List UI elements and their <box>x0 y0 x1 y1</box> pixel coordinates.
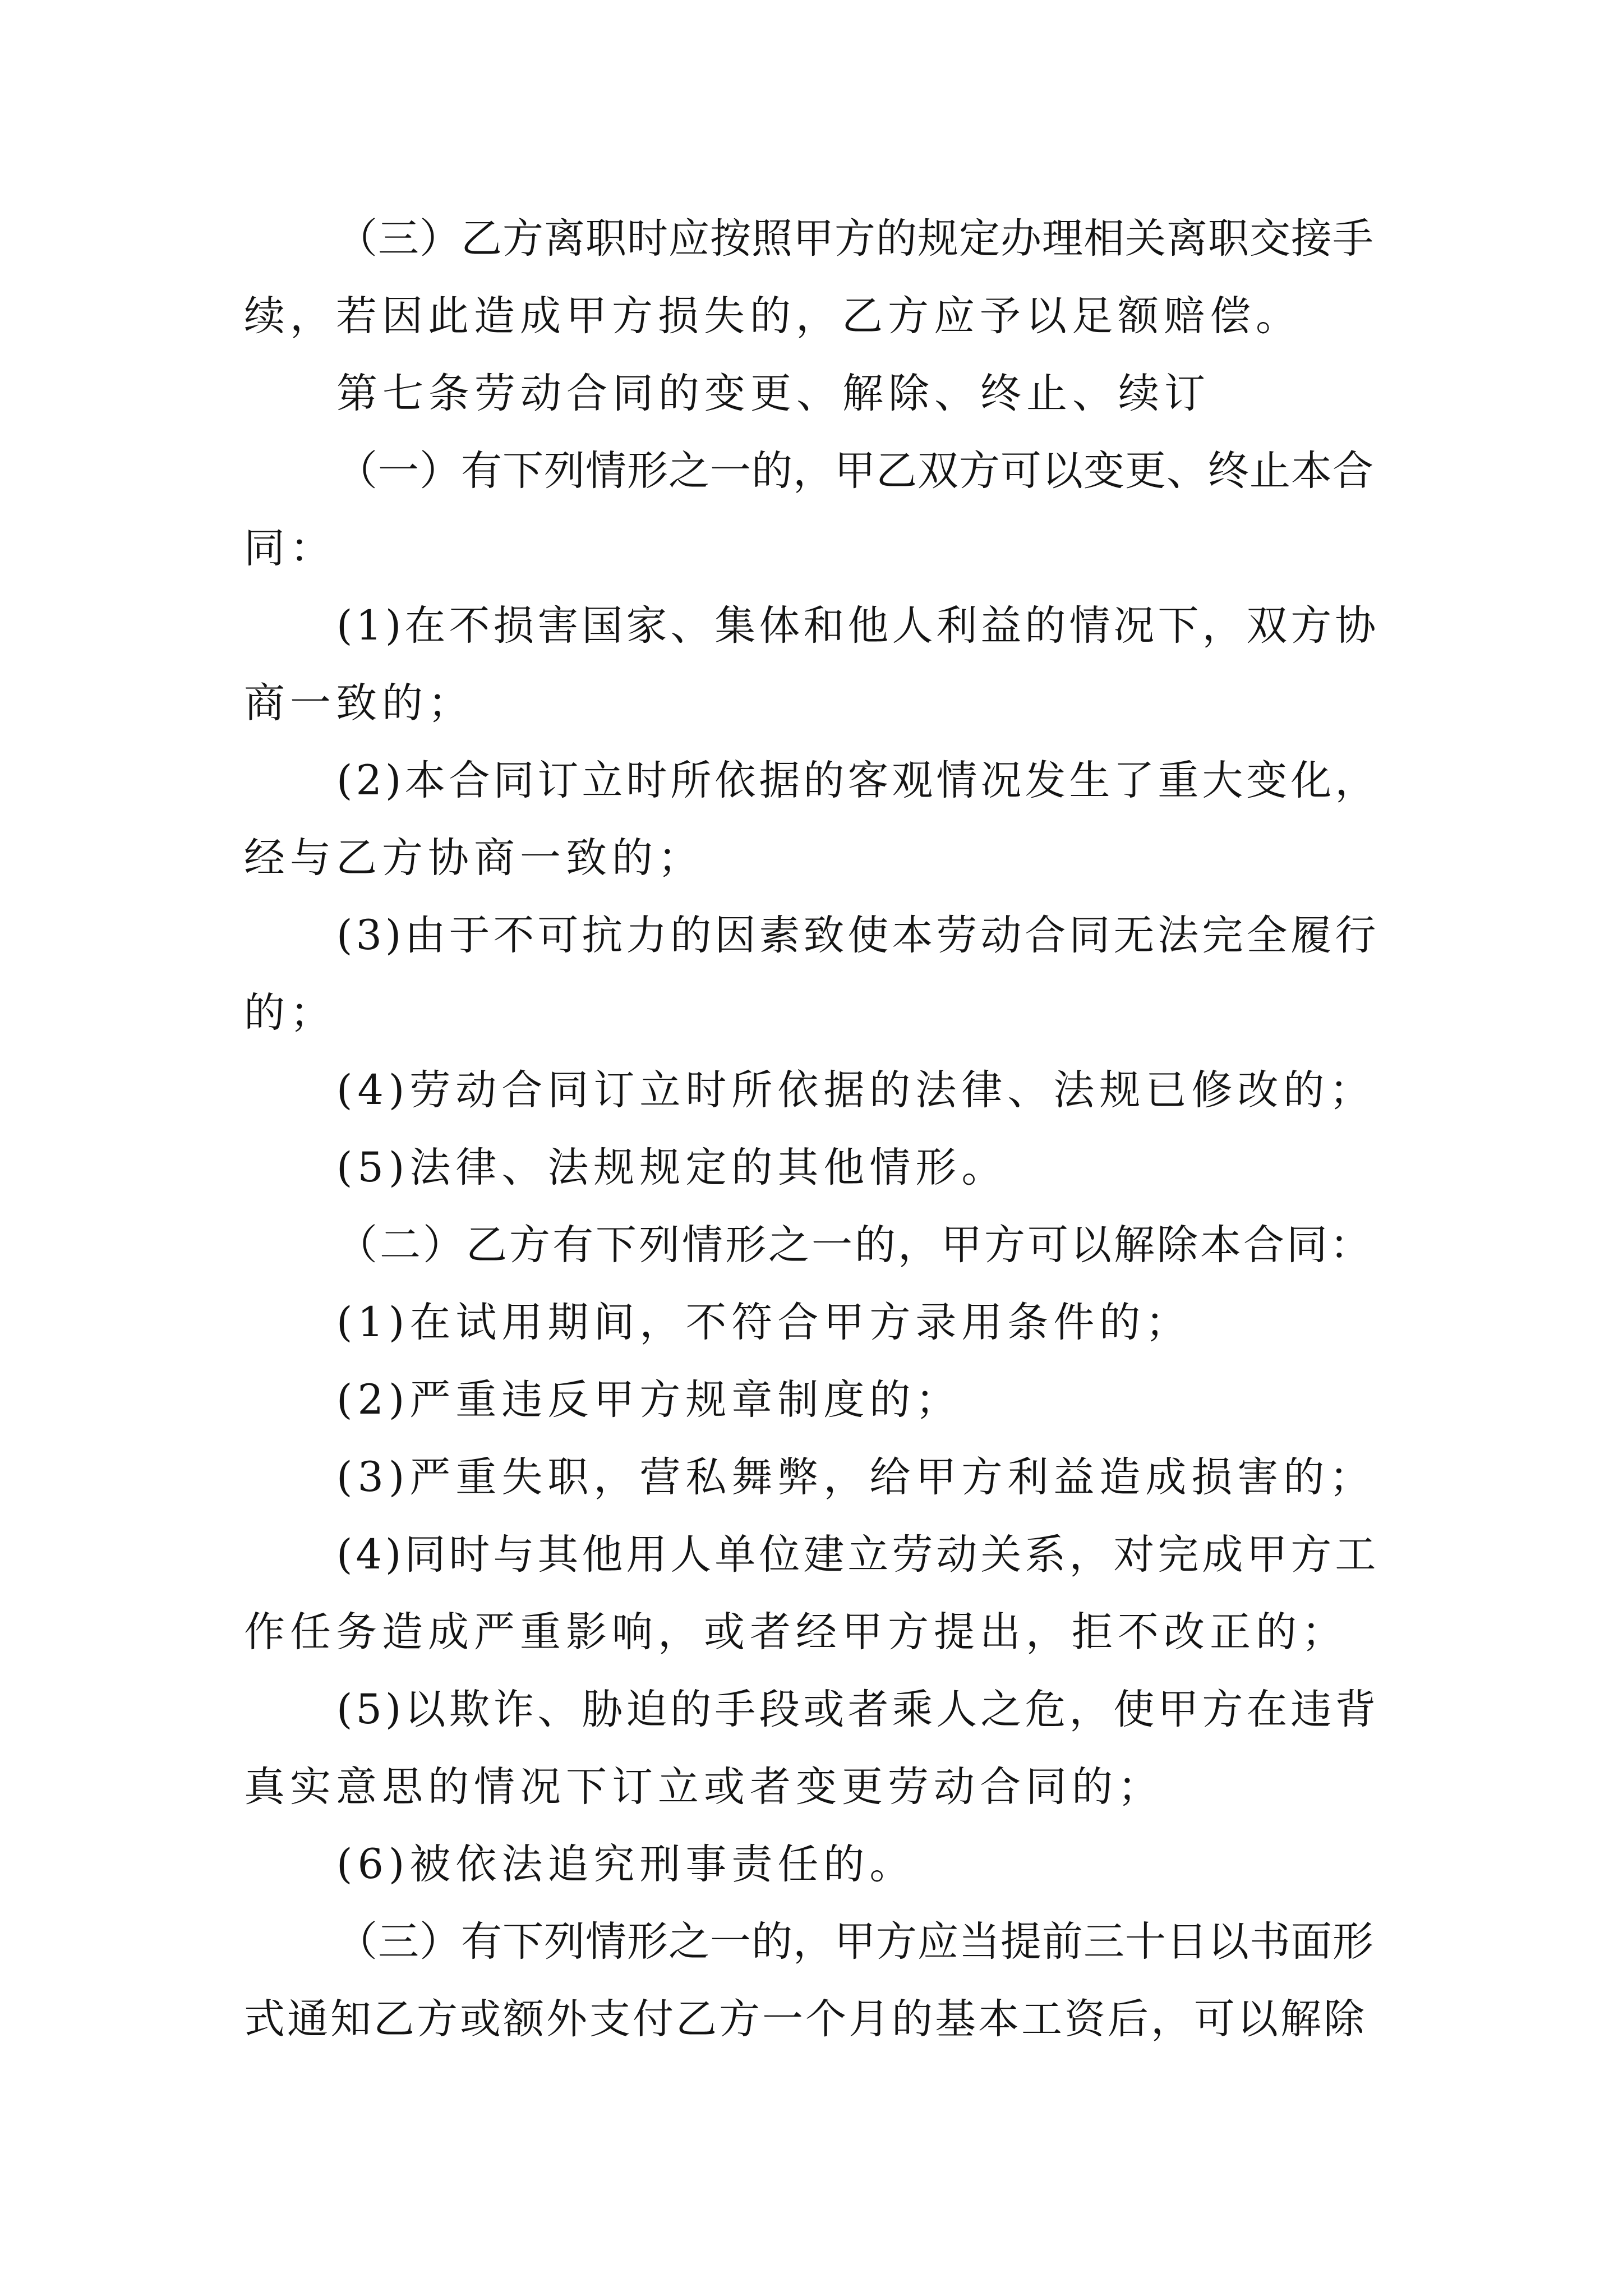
text-line: 作任务造成严重影响，或者经甲方提出，拒不改正的； <box>244 1608 1348 1656</box>
text-line: （二）乙方有下列情形之一的，甲方可以解除本合同： <box>336 1221 1373 1269</box>
text-line: 真实意思的情况下订立或者变更劳动合同的； <box>244 1763 1164 1811</box>
text-line: 续，若因此造成甲方损失的，乙方应予以足额赔偿。 <box>244 292 1302 340</box>
text-line: (3)严重失职，营私舞弊，给甲方利益造成损害的； <box>336 1453 1376 1501</box>
text-line: (4)同时与其他用人单位建立劳动关系，对完成甲方工 <box>336 1531 1380 1579</box>
text-line: 经与乙方协商一致的； <box>244 834 704 882</box>
text-line: 商一致的； <box>244 679 474 727</box>
text-line: (2)严重违反甲方规章制度的； <box>336 1376 962 1424</box>
text-line: (2)本合同订立时所依据的客观情况发生了重大变化， <box>336 757 1380 804</box>
text-line: (4)劳动合同订立时所依据的法律、法规已修改的； <box>336 1066 1376 1114</box>
text-line: (5)以欺诈、胁迫的手段或者乘人之危，使甲方在违背 <box>336 1686 1380 1733</box>
text-line: （三）有下列情形之一的，甲方应当提前三十日以书面形 <box>336 1918 1374 1966</box>
text-line: （三）乙方离职时应按照甲方的规定办理相关离职交接手 <box>336 215 1374 263</box>
text-line: 第七条劳动合同的变更、解除、终止、续订 <box>336 370 1210 417</box>
text-line: 同： <box>244 524 336 572</box>
text-line: 式通知乙方或额外支付乙方一个月的基本工资后，可以解除 <box>244 1995 1367 2043</box>
text-line: (6)被依法追究刑事责任的。 <box>336 1841 916 1888</box>
text-line: (1)在不损害国家、集体和他人利益的情况下，双方协 <box>336 602 1380 650</box>
text-line: (5)法律、法规规定的其他情形。 <box>336 1144 1008 1191</box>
text-line: (3)由于不可抗力的因素致使本劳动合同无法完全履行 <box>336 912 1380 959</box>
text-line: （一）有下列情形之一的，甲乙双方可以变更、终止本合 <box>336 447 1374 495</box>
text-line: 的； <box>244 989 336 1037</box>
text-line: (1)在试用期间，不符合甲方录用条件的； <box>336 1299 1192 1346</box>
